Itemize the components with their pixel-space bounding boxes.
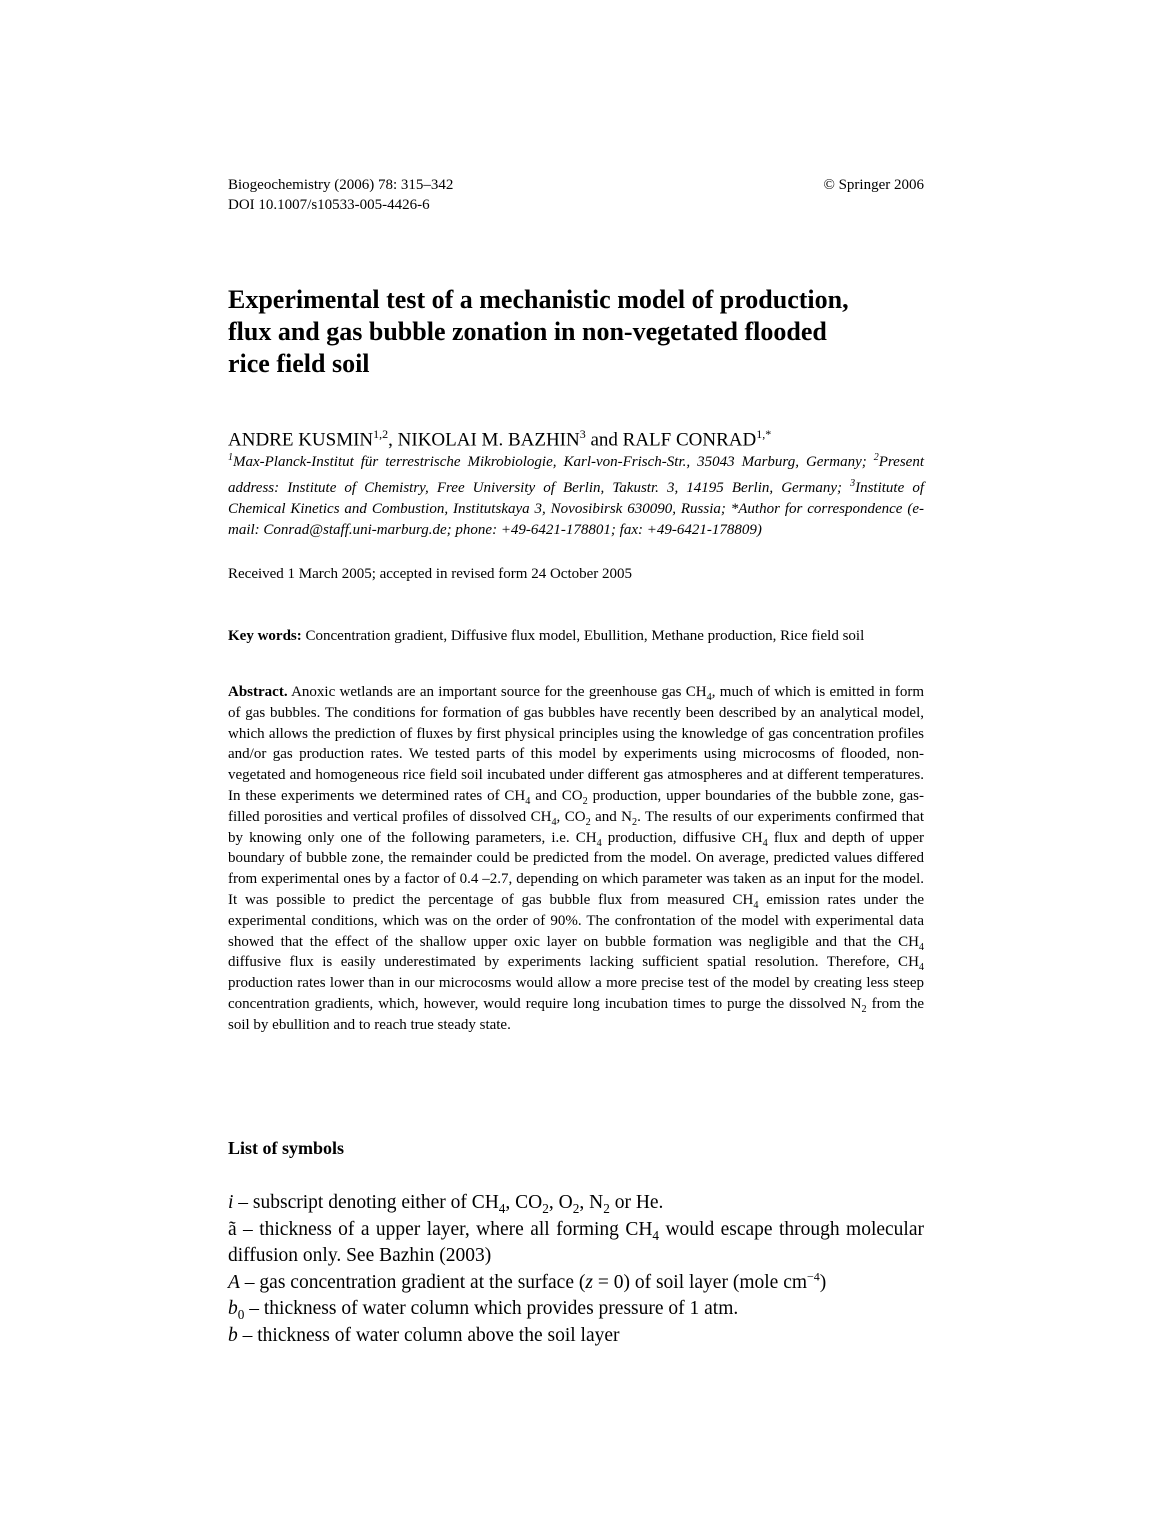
abstract-text: , CO xyxy=(556,808,586,825)
symbols-heading: List of symbols xyxy=(228,1138,345,1158)
author-affiliation-mark: 3 xyxy=(579,427,586,441)
paper-title: Experimental test of a mechanistic model of production, flux and gas bubble zonation in non-vegetated flooded rice field soil xyxy=(228,285,849,378)
abstract-text: production, upper boundaries of the bubble zone, gas-filled porosities and vertical profiles of dissolved CH xyxy=(228,787,925,825)
subscript: 2 xyxy=(861,1003,867,1015)
symbol-entry xyxy=(228,1190,924,1217)
symbol-text: – subscript denoting either of CH xyxy=(233,1192,499,1213)
symbol-text: or He. xyxy=(609,1192,664,1213)
affiliation-text: Max-Planck-Institut für terrestrische Mikrobiologie, Karl-von-Frisch-Str., 35043 Marburg, Germany; xyxy=(233,454,874,470)
subscript: 2 xyxy=(572,1200,580,1216)
symbol-variable: b xyxy=(228,1324,238,1346)
subscript: 4 xyxy=(596,837,602,849)
journal-citation: Biogeochemistry (2006) 78: 315–342 xyxy=(228,177,454,193)
journal-doi: DOI 10.1007/s10533-005-4426-6 xyxy=(228,197,430,213)
abstract-text: production rates lower than in our microcosms would allow a more precise test of the model by creating less steep concentration gradients, which, however, would require long incubation times to purge the dissolved N xyxy=(228,975,924,1012)
abstract-text: from the soil by ebullition and to reach true steady state. xyxy=(228,995,924,1033)
subscript: 4 xyxy=(753,899,759,911)
symbol-text: = 0) of soil layer (mole cm xyxy=(592,1271,808,1293)
abstract-text: flux and depth of upper boundary of bubble zone, the remainder could be predicted from the model. On average, predicted values differed from experimental ones by a factor of 0.4 –2.7, depending on which parameter was taken as an input for the model. It was possible to predict the percentage of gas bubble flux from measured CH xyxy=(228,829,925,908)
symbol-text: ) xyxy=(819,1271,827,1293)
abstract-text: Anoxic wetlands are an important source for the greenhouse gas CH xyxy=(287,684,707,700)
subscript: 4 xyxy=(918,941,924,953)
affiliation-mark: 2 xyxy=(873,452,879,463)
subscript: 4 xyxy=(918,962,924,974)
journal-copyright: © Springer 2006 xyxy=(823,177,924,193)
subscript: 2 xyxy=(582,795,588,807)
author-name: NIKOLAI M. BAZHIN xyxy=(397,429,580,451)
superscript: −4 xyxy=(807,1269,820,1284)
subscript: 4 xyxy=(551,816,557,828)
keywords-label: Key words: xyxy=(228,628,302,644)
keywords xyxy=(228,626,924,647)
affiliations xyxy=(228,447,924,541)
symbol-variable: i xyxy=(228,1192,234,1213)
symbol-entry xyxy=(228,1296,924,1323)
author-separator: , xyxy=(388,429,398,451)
subscript: 4 xyxy=(498,1200,506,1216)
abstract-text: and N xyxy=(590,808,633,825)
author-separator: and xyxy=(585,429,623,451)
affiliation-mark: 1 xyxy=(228,452,233,463)
abstract-text: emission rates under the experimental conditions, which was on the order of 90%. The confrontation of the model with experimental data showed that the effect of the shallow upper oxic layer on bubble formation was negligible and that the CH xyxy=(228,891,924,950)
symbols-list xyxy=(228,1190,924,1350)
symbol-text: , CO xyxy=(505,1192,543,1213)
journal-header xyxy=(228,175,924,215)
affiliation-mark: 3 xyxy=(850,478,856,489)
subscript: 2 xyxy=(632,816,638,828)
subscript: 0 xyxy=(237,1307,245,1323)
abstract-text: production, diffusive CH xyxy=(601,829,763,846)
symbol-text: , O xyxy=(548,1192,573,1213)
subscript: 4 xyxy=(525,795,531,807)
author-affiliation-mark: 1,2 xyxy=(373,427,389,441)
symbol-text: would escape through molecular diffusion only. See Bazhin (2003) xyxy=(228,1218,924,1267)
symbol-text: – thickness of water column above the soil layer xyxy=(237,1324,620,1346)
abstract-label: Abstract. xyxy=(228,684,288,700)
subscript: 4 xyxy=(762,837,768,849)
received-dates: Received 1 March 2005; accepted in revised form 24 October 2005 xyxy=(228,566,633,582)
affiliation-text: Present address: Institute of Chemistry, Free University of Berlin, Takustr. 3, 14195 Berlin, Germany; xyxy=(228,454,924,496)
author-name: ANDRE KUSMIN xyxy=(228,429,374,451)
abstract-text: , much of which is emitted in form of gas bubbles. The conditions for formation of gas bubbles have recently been described by an analytical model, which allows the prediction of fluxes by first physical principles using the knowledge of gas concentration profiles and/or gas production rates. We tested parts of this model by experiments using microcosms of flooded, non-vegetated and homogeneous rice field soil incubated under different gas atmospheres and at different temperatures. In these experiments we determined rates of CH xyxy=(228,684,925,804)
author-name: RALF CONRAD xyxy=(622,429,757,451)
symbol-entry xyxy=(228,1323,924,1350)
subscript: 4 xyxy=(652,1227,660,1243)
symbol-text: – gas concentration gradient at the surface ( xyxy=(239,1271,586,1293)
symbol-text: , N xyxy=(579,1192,604,1213)
keywords-text: Concentration gradient, Diffusive flux model, Ebullition, Methane production, Rice field soil xyxy=(301,628,865,644)
abstract-text: . The results of our experiments confirmed that by knowing only one of the following parameters, i.e. CH xyxy=(228,808,925,846)
subscript: 2 xyxy=(542,1200,549,1216)
symbol-variable: b xyxy=(228,1298,238,1320)
symbol-entry xyxy=(228,1270,924,1297)
symbol-text: ã – thickness of a upper layer, where all forming CH xyxy=(228,1218,653,1240)
abstract-paragraph xyxy=(228,682,924,1036)
author-affiliation-mark: 1,* xyxy=(756,427,772,441)
subscript: 2 xyxy=(585,816,591,828)
symbol-variable: z xyxy=(585,1271,593,1293)
subscript: 2 xyxy=(603,1200,610,1216)
affiliation-text: Institute of Chemical Kinetics and Combustion, Institutskaya 3, Novosibirsk 630090, Russia; *Author for correspondence (e-mail: Conrad@staff.uni-marburg.de; phone: +49-6421-178801; fax: +49-6421-178809) xyxy=(228,480,925,538)
symbol-entry xyxy=(228,1217,924,1270)
symbol-variable: A xyxy=(228,1271,240,1293)
subscript: 4 xyxy=(706,692,712,703)
symbol-text: – thickness of water column which provides pressure of 1 atm. xyxy=(244,1298,739,1320)
abstract-text: diffusive flux is easily underestimated by experiments lacking sufficient spatial resolution. Therefore, CH xyxy=(228,954,919,971)
abstract xyxy=(228,682,924,1036)
abstract-text: and CO xyxy=(530,787,583,804)
